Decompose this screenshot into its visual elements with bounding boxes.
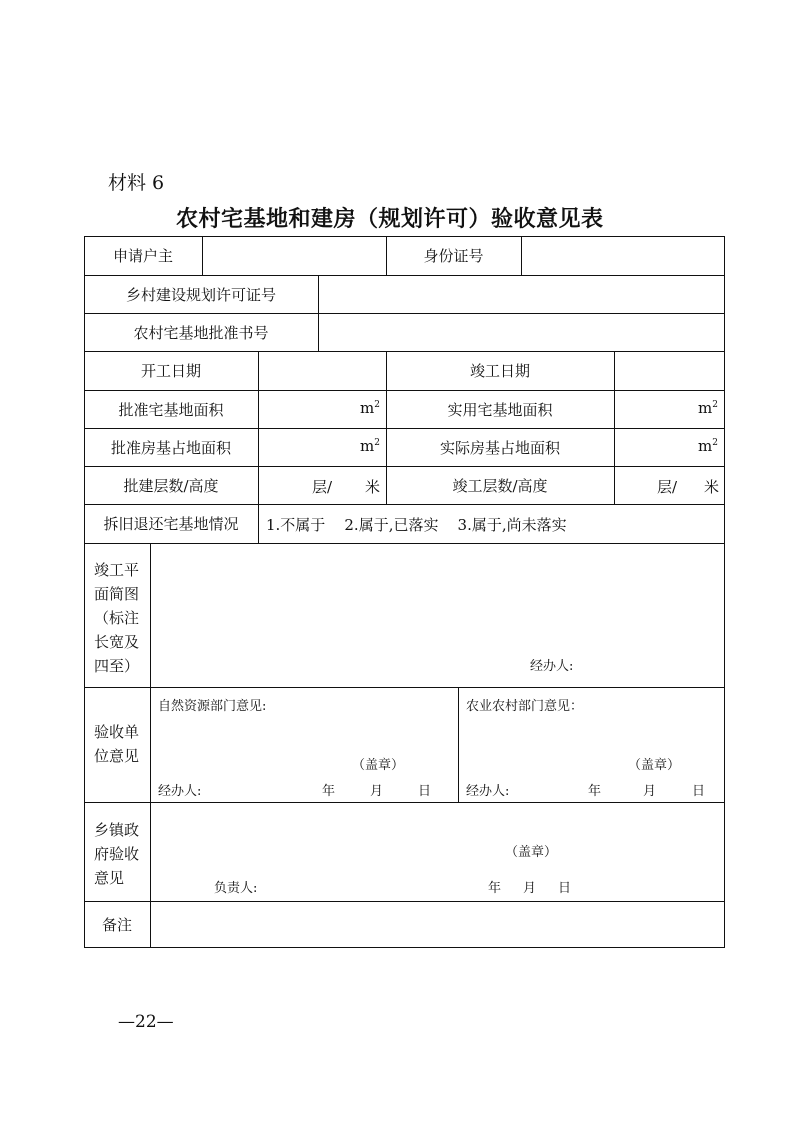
applicant-field[interactable] (203, 237, 385, 274)
agriculture-day: 日 (692, 784, 706, 799)
start-date-label: 开工日期 (140, 362, 201, 380)
page-title: 农村宅基地和建房（规划许可）验收意见表 (176, 206, 604, 232)
plan-handler-label: 经办人: (530, 659, 574, 674)
approved-area-unit: $m^2$ (360, 399, 380, 417)
township-responsible: 负责人: (214, 881, 258, 896)
approved-footprint-label: 批准房基占地面积 (110, 438, 231, 457)
actual-area-unit: $m^2$ (698, 399, 718, 417)
natural-resources-handler: 经办人: (158, 784, 202, 799)
plan-sketch-area[interactable] (151, 544, 724, 686)
homestead-approval-label: 农村宅基地批准书号 (133, 323, 269, 342)
township-opinion-label: 乡镇政 府验收 意见 (94, 821, 140, 887)
agriculture-handler: 经办人: (466, 784, 510, 799)
id-number-label: 身份证号 (423, 247, 484, 265)
township-year: 年 (488, 881, 502, 896)
approved-height-unit: 米 (365, 478, 381, 496)
natural-resources-seal: （盖章） (352, 758, 405, 773)
completed-floors-label: 竣工层数/高度 (452, 476, 548, 495)
plan-sketch-label: 竣工平 面简图 （标注 长宽及 四至） (94, 561, 140, 675)
page-number: —22— (118, 1012, 174, 1032)
completed-height-unit: 米 (704, 478, 720, 496)
approved-floors-label: 批建层数/高度 (123, 476, 219, 495)
demolish-options: 1.不属于 2.属于,已落实 3.属于,尚未落实 (266, 516, 567, 534)
rural-permit-label: 乡村建设规划许可证号 (125, 285, 276, 304)
natural-resources-day: 日 (418, 784, 432, 799)
acceptance-unit-label: 验收单 位意见 (94, 723, 140, 765)
agriculture-seal: （盖章） (628, 758, 681, 773)
agriculture-month: 月 (643, 784, 657, 799)
agriculture-year: 年 (588, 784, 602, 799)
actual-footprint-unit: $m^2$ (698, 437, 718, 455)
approved-area-label: 批准宅基地面积 (118, 400, 224, 419)
completed-floors-unit: 层/ (657, 478, 678, 496)
rural-permit-field[interactable] (319, 276, 724, 312)
homestead-approval-field[interactable] (319, 314, 724, 350)
township-day: 日 (558, 881, 572, 896)
demolish-label: 拆旧退还宅基地情况 (103, 515, 239, 533)
start-date-field[interactable] (259, 352, 385, 389)
completion-date-label: 竣工日期 (469, 362, 530, 380)
township-month: 月 (523, 881, 537, 896)
approved-floors-unit: 层/ (312, 478, 333, 496)
remarks-label: 备注 (101, 916, 132, 934)
natural-resources-month: 月 (370, 784, 384, 799)
agriculture-opinion-label: 农业农村部门意见： (466, 699, 584, 714)
natural-resources-opinion-label: 自然资源部门意见: (158, 699, 267, 714)
completion-date-field[interactable] (615, 352, 724, 389)
material-label: 材料 6 (108, 172, 165, 194)
actual-area-label: 实用宅基地面积 (447, 400, 553, 419)
approved-footprint-unit: $m^2$ (360, 437, 380, 455)
actual-footprint-label: 实际房基占地面积 (439, 438, 560, 457)
id-number-field[interactable] (522, 237, 724, 274)
remarks-field[interactable] (151, 902, 724, 947)
natural-resources-year: 年 (322, 784, 336, 799)
applicant-label: 申请户主 (112, 247, 173, 265)
township-seal: （盖章） (505, 845, 558, 860)
